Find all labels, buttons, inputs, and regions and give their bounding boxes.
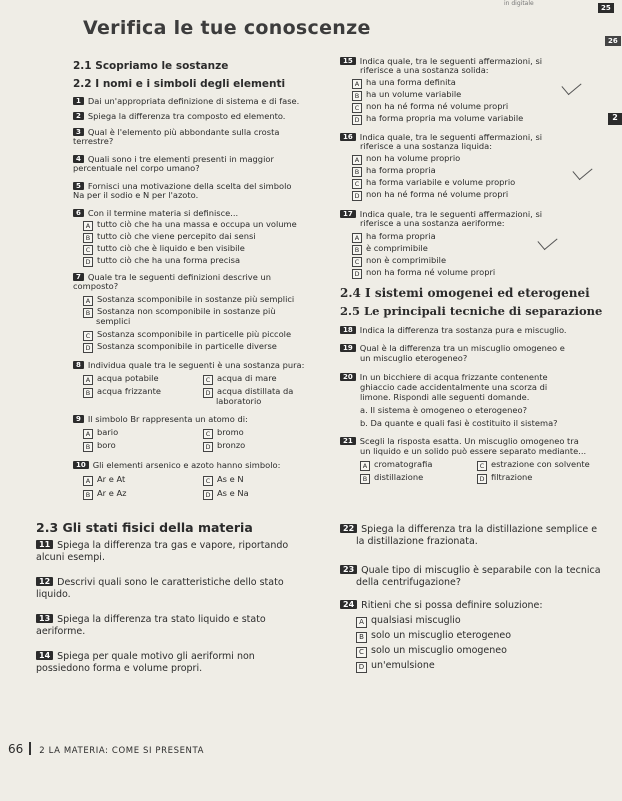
q17-option-d[interactable]: D non ha forma né volume propri (352, 268, 495, 279)
question-12-cont: liquido. (36, 589, 71, 600)
q7-option-d[interactable]: D Sostanza scomponibile in particelle diverse (83, 342, 277, 353)
q16-option-d[interactable]: D non ha né forma né volume propri (352, 190, 508, 201)
section-heading-2-2: 2.2 I nomi e i simboli degli elementi (73, 78, 286, 90)
question-8: 8 Individua quale tra le seguenti è una sostanza pura: (73, 361, 304, 370)
question-23-cont: della centrifugazione? (356, 577, 461, 588)
question-23: 23 Quale tipo di miscuglio è separabile con la tecnica (340, 565, 601, 576)
question-16: 16 Indica quale, tra le seguenti affermazioni, si (340, 133, 542, 142)
q15-option-d[interactable]: D ha forma propria ma volume variabile (352, 114, 523, 125)
section-heading-2-4: 2.4 I sistemi omogenei ed eterogenei (340, 286, 590, 300)
q15-option-b[interactable]: B ha un volume variabile (352, 90, 461, 101)
question-3-cont: terrestre? (73, 136, 114, 146)
question-4-cont: percentuale nel corpo umano? (73, 163, 200, 173)
q16-option-c[interactable]: C ha forma variabile e volume proprio (352, 178, 515, 189)
question-17: 17 Indica quale, tra le seguenti affermazioni, si (340, 210, 542, 219)
question-1: 1 Dai un'appropriata definizione di sistema e di fase. (73, 97, 299, 106)
q21-option-c[interactable]: C estrazione con solvente (477, 460, 590, 471)
question-4: 4 Quali sono i tre elementi presenti in maggior (73, 155, 274, 164)
question-15: 15 Indica quale, tra le seguenti affermazioni, si (340, 57, 542, 66)
q6-option-a[interactable]: A tutto ciò che ha una massa e occupa un volume (83, 220, 297, 231)
question-19: 19 Qual è la differenza tra un miscuglio omogeneo e (340, 344, 565, 353)
q21-option-a[interactable]: A cromatografia (360, 460, 432, 471)
q24-option-c[interactable]: C solo un miscuglio omogeneo (356, 645, 507, 658)
q24-option-b[interactable]: B solo un miscuglio eterogeneo (356, 630, 511, 643)
q7-option-a[interactable]: A Sostanza scomponibile in sostanze più semplici (83, 295, 294, 306)
question-21: 21 Scegli la risposta esatta. Un miscuglio omogeneo tra (340, 437, 579, 446)
question-19-cont: un miscuglio eterogeneo? (360, 353, 468, 363)
q8-option-c[interactable]: C acqua di mare (203, 374, 277, 385)
q16-option-a[interactable]: A non ha volume proprio (352, 154, 460, 165)
question-11: 11 Spiega la differenza tra gas e vapore, riportando (36, 540, 288, 551)
question-20-a: a. Il sistema è omogeneo o eterogeneo? (360, 405, 527, 415)
page-tab-side: 26 (605, 36, 621, 46)
question-5: 5 Fornisci una motivazione della scelta del simbolo (73, 182, 292, 191)
q24-option-a[interactable]: A qualsiasi miscuglio (356, 615, 461, 628)
page-title: Verifica le tue conoscenze (83, 17, 371, 39)
question-9: 9 Il simbolo Br rappresenta un atomo di: (73, 415, 248, 424)
question-14-cont: possiedono forma e volume propri. (36, 663, 203, 674)
edge-tab: 2 (608, 113, 622, 125)
q21-option-b[interactable]: B distillazione (360, 473, 423, 484)
question-7: 7 Quale tra le seguenti definizioni descrive un (73, 273, 271, 282)
question-20-cont-2: limone. Rispondi alle seguenti domande. (360, 392, 530, 402)
section-heading-2-5: 2.5 Le principali tecniche di separazione (340, 304, 603, 318)
q10-option-b[interactable]: B Ar e Az (83, 489, 127, 500)
question-22: 22 Spiega la differenza tra la distillazione semplice e (340, 524, 597, 535)
handwritten-mark (561, 76, 581, 95)
question-12: 12 Descrivi quali sono le caratteristiche dello stato (36, 577, 284, 588)
page-tab-top: 25 (598, 3, 614, 13)
q10-option-c[interactable]: C As e N (203, 475, 244, 486)
question-10: 10 Gli elementi arsenico e azoto hanno simbolo: (73, 461, 280, 470)
q6-option-b[interactable]: B tutto ciò che viene percepito dai sensi (83, 232, 256, 243)
question-14: 14 Spiega per quale motivo gli aeriformi non (36, 651, 255, 662)
page-number: 66 (8, 742, 24, 756)
q9-option-b[interactable]: B boro (83, 441, 116, 452)
q8-option-b[interactable]: B acqua frizzante (83, 387, 161, 398)
q15-option-c[interactable]: C non ha né forma né volume propri (352, 102, 508, 113)
question-20-cont-1: ghiaccio cade accidentalmente una scorza di (360, 382, 548, 392)
question-20: 20 In un bicchiere di acqua frizzante contenente (340, 373, 548, 382)
footer-divider (29, 742, 31, 755)
q9-option-d[interactable]: D bronzo (203, 441, 245, 452)
q17-option-c[interactable]: C non è comprimibile (352, 256, 446, 267)
question-21-cont: un liquido e un solido può essere separato mediante... (360, 446, 587, 456)
question-16-cont: riferisce a una sostanza liquida: (360, 141, 493, 151)
question-15-cont: riferisce a una sostanza solida: (360, 65, 489, 75)
q8-option-d-cont: laboratorio (216, 396, 262, 406)
question-11-cont: alcuni esempi. (36, 552, 105, 563)
q10-option-d[interactable]: D As e Na (203, 489, 249, 500)
q24-option-d[interactable]: D un'emulsione (356, 660, 435, 673)
page-footer (8, 738, 204, 757)
q7-option-b[interactable]: B Sostanza non scomponibile in sostanze più (83, 307, 276, 318)
handwritten-mark (537, 231, 557, 250)
q16-option-b[interactable]: B ha forma propria (352, 166, 436, 177)
question-24: 24 Ritieni che si possa definire soluzione: (340, 600, 543, 611)
question-2: 2 Spiega la differenza tra composto ed elemento. (73, 112, 285, 121)
q15-option-a[interactable]: A ha una forma definita (352, 78, 456, 89)
question-13-cont: aeriforme. (36, 626, 86, 637)
q7-option-b-cont: semplici (96, 316, 131, 326)
question-3: 3 Qual è l'elemento più abbondante sulla crosta (73, 128, 279, 137)
section-heading-2-1: 2.1 Scopriamo le sostanze (73, 60, 229, 72)
question-5-cont: Na per il sodio e N per l'azoto. (73, 190, 199, 200)
question-22-cont: la distillazione frazionata. (356, 536, 478, 547)
section-heading-2-3: 2.3 Gli stati fisici della materia (36, 520, 253, 535)
question-20-b: b. Da quante e quali fasi è costituito il sistema? (360, 418, 558, 428)
q8-option-d[interactable]: D acqua distillata da (203, 387, 293, 398)
q7-option-c[interactable]: C Sostanza scomponibile in particelle più piccole (83, 330, 291, 341)
q6-option-d[interactable]: D tutto ciò che ha una forma precisa (83, 256, 240, 267)
q6-option-c[interactable]: C tutto ciò che è liquido e ben visibile (83, 244, 245, 255)
q10-option-a[interactable]: A Ar e At (83, 475, 125, 486)
q9-option-c[interactable]: C bromo (203, 428, 244, 439)
q17-option-a[interactable]: A ha forma propria (352, 232, 436, 243)
question-13: 13 Spiega la differenza tra stato liquido e stato (36, 614, 266, 625)
q21-option-d[interactable]: D filtrazione (477, 473, 532, 484)
digital-label: in digitale (504, 0, 534, 7)
question-7-cont: composto? (73, 281, 119, 291)
q17-option-b[interactable]: B è comprimibile (352, 244, 428, 255)
handwritten-mark (572, 161, 592, 180)
chapter-title: 2 LA MATERIA: COME SI PRESENTA (39, 746, 205, 756)
question-17-cont: riferisce a una sostanza aeriforme: (360, 218, 505, 228)
q9-option-a[interactable]: A bario (83, 428, 118, 439)
question-18: 18 Indica la differenza tra sostanza pura e miscuglio. (340, 326, 567, 335)
question-6: 6 Con il termine materia si definisce... (73, 209, 238, 218)
q8-option-a[interactable]: A acqua potabile (83, 374, 159, 385)
